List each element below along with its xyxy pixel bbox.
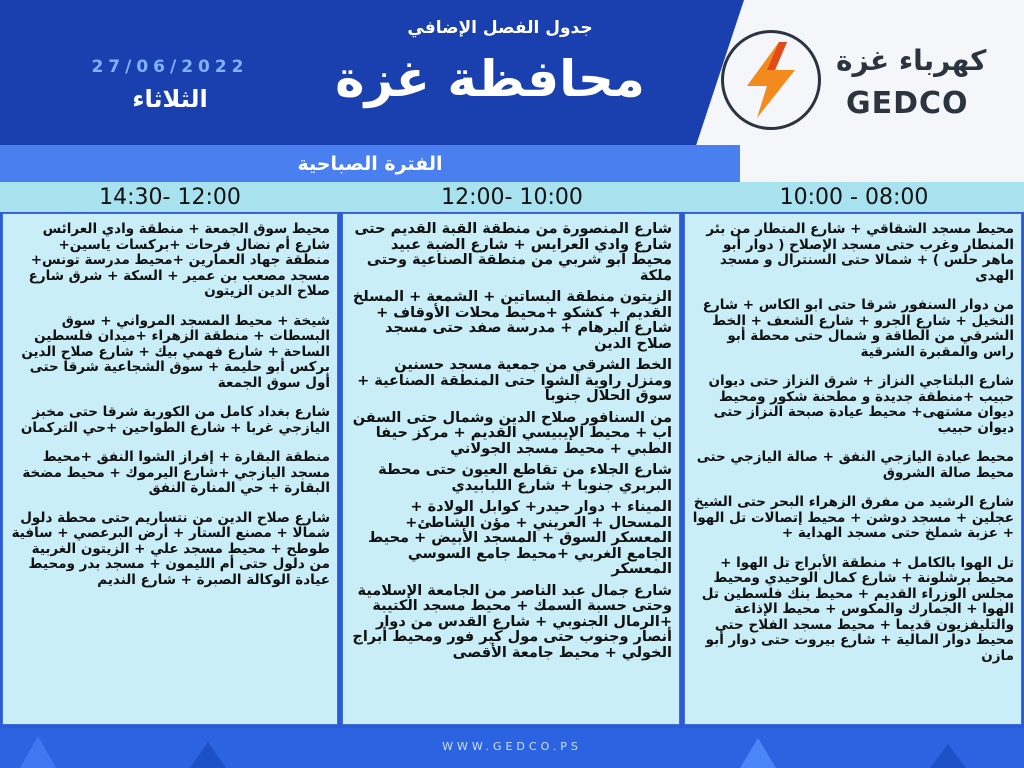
area-item: شارع الرشيد من مفرق الزهراء البحر حتى الشيخ عجلين + مسجد دوشن + محيط إتصالات تل الهوا + عزبة شملخ حتى مسجد الهداية + <box>692 494 1014 541</box>
area-item: تل الهوا بالكامل + منطقة الأبراج تل الهوا + محيط برشلونة + شارع كمال الوحيدي ومحيط مجلس الوزراء القديم + محيط بنك فلسطين تل الهوا + الجمارك والمكوس + محيط الإذاعة والتليفزيون قديما + محيط مسجد الفلاح حتى محيط دوار المالية + شارع بيروت حتى دوار أبو مازن <box>701 554 1014 664</box>
footer <box>0 728 1024 768</box>
area-item: من السنافور صلاح الدين وشمال حتى السفن اب + محيط الإيبيسي القديم + مركز حيفا الطبي + محيط مسجد الجولاني <box>352 409 672 457</box>
page-title: محافظة غزة <box>335 50 645 108</box>
period-label: الفترة الصباحية <box>297 152 443 175</box>
area-item: محيط مسجد الشقاقي + شارع المنطار من بئر المنطار وغرب حتى مسجد الإصلاح ( دوار أبو ماهر حلس ) + شمالا حتى السنترال و مسجد الهدى <box>706 221 1014 284</box>
schedule-subtitle: جدول الفصل الإضافي <box>407 18 593 38</box>
column-12-00-10-00 <box>342 213 680 725</box>
schedule-date: 27/06/2022 <box>91 57 249 77</box>
area-item: محيط سوق الجمعة + منطقة وادي العرائس شارع أم نضال فرحات +بركسات ياسين+ منطقة جهاد العمارين +محيط مدرسة تونس+ مسجد مصعب بن عمير + السكة + شرق شارع صلاح الدين الزيتون <box>28 221 330 299</box>
area-item: الزيتون منطقة البساتين + الشمعة + المسلخ القديم + كشكو +محيط محلات الأوقاف + شارع البرهام + مدرسة صفد حتى مسجد صلاح الدين <box>352 289 672 352</box>
time-slot-middle: 12:00- 10:00 <box>441 184 583 210</box>
logo-text-arabic: كهرباء غزة <box>836 44 987 77</box>
area-item: شارع صلاح الدين من نتساريم حتى محطة دلول شمالا + مصنع الستار + أرض البرعصي + سافية طوطح + محيط مسجد علي + الزيتون الغربية من دلول حتى أم الليمون + مسجد بدر ومحيط عيادة الوكالة الصبرة + شارع النديم <box>11 509 330 588</box>
area-item: الخط الشرقي من جمعية مسجد حسنين ومنزل راوية الشوا حتى المنطقة الصناعية + سوق الحلال جنوبا <box>357 357 672 404</box>
time-slot-left: 14:30- 12:00 <box>99 184 241 210</box>
gedco-logo <box>721 30 996 140</box>
logo-text-english: GEDCO <box>846 86 969 121</box>
area-item: محيط عيادة اليازجي النفق + صالة اليازجي حتى محيط صالة الشروق <box>696 449 1014 481</box>
area-item: شارع الجلاء من تقاطع العيون حتى محطة البربري جنوبا + شارع اللبابيدي <box>378 462 672 494</box>
area-item: من دوار السنفور شرقا حتى ابو الكاس + شارع النخيل + شارع الجرو + شارع الشعف + الخط الشرقي من الطاقة و شمال حتى محطة أبو راس والمقبرة الشرقية <box>702 297 1014 360</box>
time-slot-right: 10:00 - 08:00 <box>779 184 929 210</box>
header <box>0 0 1024 182</box>
area-item: شارع المنصورة من منطقة القبة القديم حتى شارع وادي العرايس + شارع الضبة عبيد محيط ابو شربي من منطقة الصناعية وحتى ملكة <box>354 221 672 284</box>
footer-website-url[interactable]: WWW.GEDCO.PS <box>442 740 582 753</box>
lightning-bolt-icon <box>739 40 803 120</box>
area-item: منطقة البقارة + إفراز الشوا النفق +محيط مسجد اليازجي +شارع اليرموك + محيط مضخة البقارة + حي المنارة النفق <box>22 449 330 496</box>
logo-circle <box>721 30 821 130</box>
time-slot-row <box>0 182 1024 212</box>
area-item: الميناء + دوار حيدر+ كوابل الولادة + المسحال + العريني + مؤن الشاطئ+ المعسكر السوق + المسجد الأبيض + محيط الجامع الغربي +محيط جامع السوسي المعسكر <box>368 499 672 577</box>
area-item: شارع بغداد كامل من الكوربة شرقا حتى مخبز اليازجي غربا + شارع الطواحين +حي التركمان <box>20 404 330 436</box>
column-10-00-08-00 <box>684 213 1022 725</box>
area-item: شيخة + محيط المسجد المرواني + سوق البسطات + منطقة الزهراء +ميدان فلسطين الساحة + شارع فهمي بيك + شارع صلاح الدين بركس أبو حليمة + سوق الشجاعية شرقا حتى أول سوق الجمعة <box>21 312 330 391</box>
area-item: شارع جمال عبد الناصر من الجامعة الإسلامية وحتى حسبة السمك + محيط مسجد الكتيبة +الرمال الجنوبي + شارع القدس من دوار أنصار وجنوب حتى مول كير فور ومحيط أبراج الخولي + محيط جامعة الأقصى <box>352 582 672 661</box>
schedule-day: الثلاثاء <box>132 85 208 113</box>
column-14-30-12-00 <box>2 213 338 725</box>
period-band <box>0 145 740 182</box>
area-item: شارع البلتاجي النزاز + شرق النزاز حتى ديوان حبيب +منطقة جديدة و مطحنة شكور ومحيط ديوان مشتهى+ محيط عيادة صبحة النزاز حتى ديوان حبيب <box>708 373 1014 436</box>
